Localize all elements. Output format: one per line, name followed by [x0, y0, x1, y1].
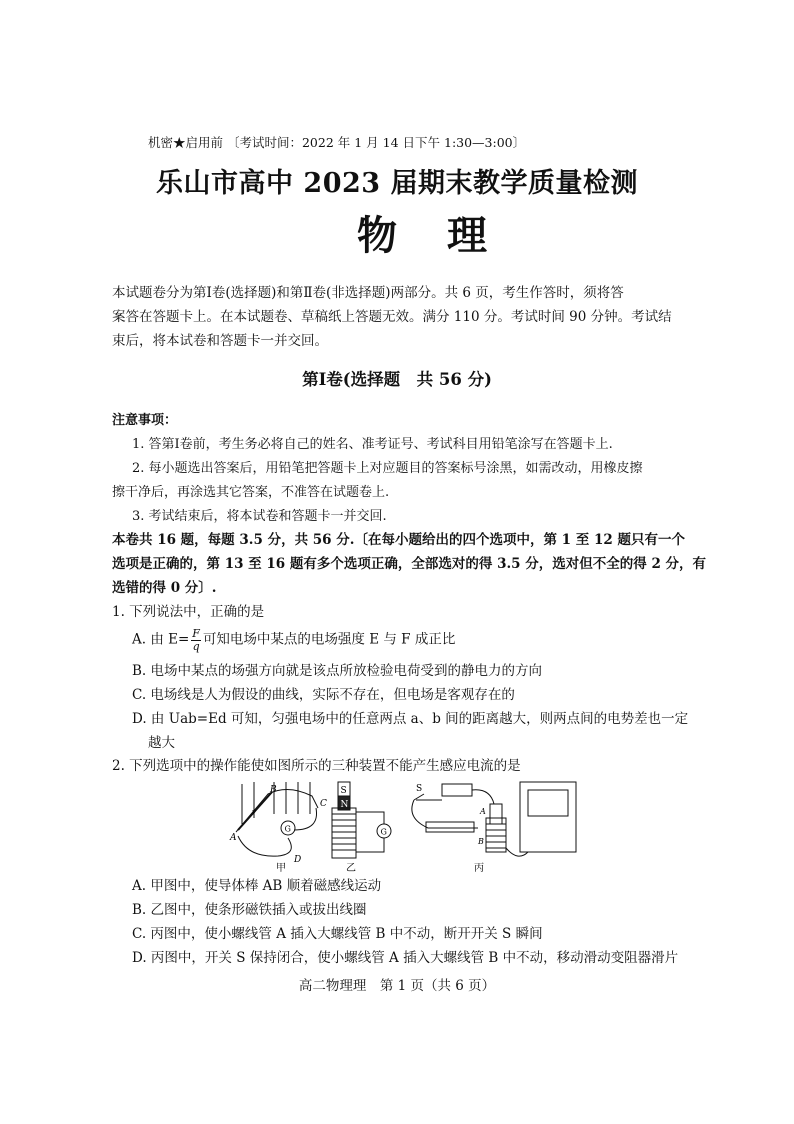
- label-jia: 甲: [276, 863, 286, 873]
- note-3: 3. 考试结束后，将本试卷和答题卡一并交回.: [132, 509, 387, 524]
- instructions-line-3: 选错的得 0 分〕.: [112, 580, 217, 596]
- q1-option-a-pre: A. 由 E=: [132, 631, 190, 648]
- note-2-cont: 擦干净后，再涂选其它答案，不准答在试题卷上.: [112, 485, 390, 500]
- note-1: 1. 答第Ⅰ卷前，考生务必将自己的姓名、准考证号、考试科目用铅笔涂写在答题卡上.: [132, 437, 613, 452]
- q2-option-b: B. 乙图中，使条形磁铁插入或拔出线圈: [132, 902, 367, 918]
- label-a: A: [230, 833, 237, 843]
- subject-title: 物理: [357, 212, 537, 259]
- label-solenoid-b: B: [478, 837, 484, 846]
- small-solenoid-a: [490, 804, 502, 824]
- wire: [412, 800, 478, 828]
- large-solenoid-b: [486, 818, 506, 852]
- q2-stem: 2. 下列选项中的操作能使如图所示的三种装置不能产生感应电流的是: [112, 758, 521, 774]
- label-c: C: [320, 799, 327, 809]
- q1-option-a: [132, 628, 455, 652]
- label-switch-s: S: [416, 784, 423, 794]
- label-bing: 丙: [474, 863, 484, 873]
- figure-jia: [236, 782, 318, 856]
- label-g-yi: G: [380, 827, 387, 837]
- instructions-line-1-text: 本卷共 16 题，每题 3.5 分，共 56 分.〔在每小题给出的四个选项中，第 1 至 12 题只有一个: [112, 532, 685, 548]
- rail: [236, 789, 318, 832]
- label-solenoid-a: A: [480, 807, 486, 816]
- q2-option-a: A. 甲图中，使导体棒 AB 顺着磁感线运动: [132, 878, 382, 894]
- q2-option-c: C. 丙图中，使小螺线管 A 插入大螺线管 B 中不动，断开开关 S 瞬间: [132, 926, 543, 942]
- figure-bing: [412, 782, 576, 856]
- label-magnet-n: N: [340, 800, 349, 810]
- intro-line-2: 案答在答题卡上。在本试题卷、草稿纸上答题无效。满分 110 分。考试时间 90 分钟。考试结: [112, 309, 672, 325]
- notes-heading: 注意事项：: [112, 413, 178, 428]
- label-g: G: [284, 824, 291, 834]
- fraction-numerator: F: [192, 627, 200, 640]
- galvanometer-dial: [528, 790, 568, 816]
- exam-title: 乐山市高中 2023 届期末教学质量检测: [156, 168, 638, 199]
- label-v: v: [252, 808, 256, 816]
- wire-loop: [238, 836, 291, 856]
- fraction-denominator: q: [192, 639, 200, 653]
- solenoid-windings: [486, 824, 506, 848]
- instructions-line-1: [112, 534, 685, 548]
- instructions-line-2: 选项是正确的，第 13 至 16 题有多个选项正确，全部选对的得 3.5 分，选对但不全的得 2 分，有: [112, 556, 707, 572]
- q1-option-c: C. 电场线是人为假设的曲线，实际不存在，但电场是客观存在的: [132, 687, 515, 703]
- wire: [472, 790, 494, 804]
- coil-windings: [332, 814, 356, 850]
- intro-line-3: 束后，将本试卷和答题卡一并交回。: [112, 333, 328, 349]
- q1-option-d: D. 由 Uab=Ed 可知，匀强电场中的任意两点 a、b 间的距离越大，则两点间的电势差也一定: [132, 711, 689, 727]
- label-yi: 乙: [346, 863, 356, 873]
- section-title: 第Ⅰ卷(选择题 共 56 分): [302, 370, 492, 389]
- label-d: D: [294, 855, 302, 865]
- battery: [442, 784, 472, 796]
- q1-option-a-post: 可知电场中某点的电场强度 E 与 F 成正比: [202, 631, 456, 648]
- note-2: 2. 每小题选出答案后，用铅笔把答题卡上对应题目的答案标号涂黑，如需改动，用橡皮擦: [132, 461, 643, 476]
- label-b: B: [270, 785, 277, 795]
- switch-s: [414, 794, 442, 800]
- page-footer: 高二物理理 第 1 页（共 6 页）: [298, 978, 496, 994]
- q1-option-b: B. 电场中某点的场强方向就是该点所放检验电荷受到的静电力的方向: [132, 663, 543, 679]
- q2-option-d: D. 丙图中，开关 S 保持闭合，使小螺线管 A 插入大螺线管 B 中不动，移动滑动变阻器滑片: [132, 950, 679, 966]
- intro-line-1: 本试题卷分为第Ⅰ卷(选择题)和第Ⅱ卷(非选择题)两部分。共 6 页，考生作答时，须将答: [112, 285, 624, 301]
- rheostat: [426, 822, 474, 832]
- fraction-f-over-q: [191, 628, 201, 652]
- induction-apparatus-figure: [228, 778, 583, 873]
- wire: [294, 808, 317, 830]
- confidential-header: 机密★启用前 〔考试时间：2022 年 1 月 14 日下午 1:30—3:00〕: [148, 135, 526, 150]
- q1-stem: 1. 下列说法中，正确的是: [112, 604, 265, 620]
- q1-option-d-cont: 越大: [148, 735, 175, 751]
- label-magnet-s: S: [340, 786, 347, 796]
